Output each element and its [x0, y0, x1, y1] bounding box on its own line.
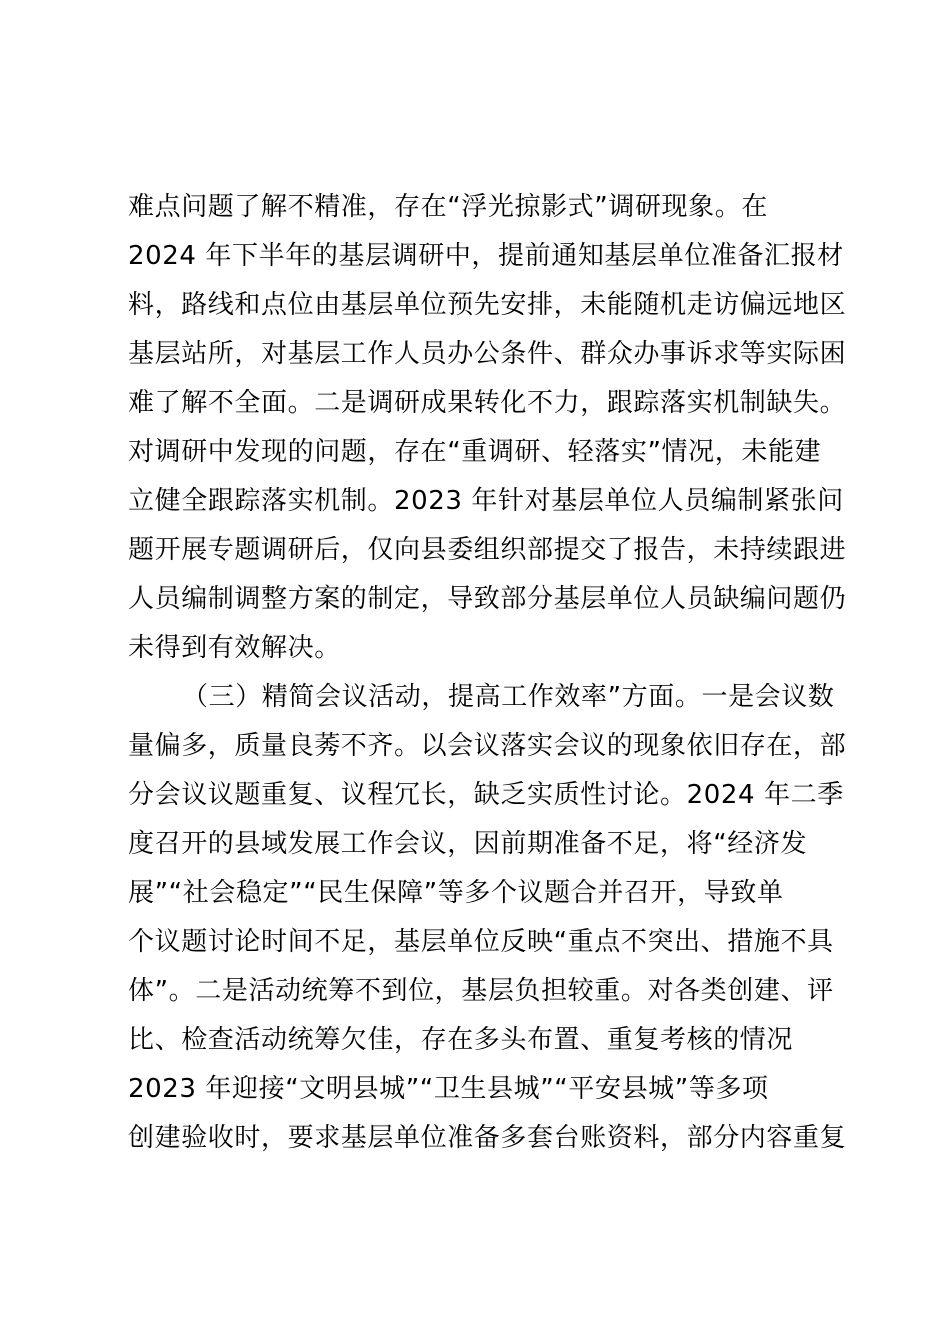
text-line: 分会议议题重复、议程冗长，缺乏实质性讨论。2024 年二季: [128, 780, 844, 810]
text-line: 量偏多，质量良莠不齐。以会议落实会议的现象依旧存在，部: [128, 731, 847, 761]
text-line: 人员编制调整方案的制定，导致部分基层单位人员缺编问题仍: [128, 584, 847, 614]
text-line: 个议题讨论时间不足，基层单位反映“重点不突出、措施不具: [128, 927, 834, 957]
text-line: 创建验收时，要求基层单位准备多套台账资料，部分内容重复: [128, 1123, 847, 1153]
text-line: 未得到有效解决。: [128, 633, 341, 663]
text-line: 立健全跟踪落实机制。2023 年针对基层单位人员编制紧张问: [128, 486, 844, 516]
text-line: 难了解不全面。二是调研成果转化不力，跟踪落实机制缺失。: [128, 388, 847, 418]
text-line: 2023 年迎接“文明县城”“卫生县城”“平安县城”等多项: [128, 1074, 769, 1104]
text-line: 展”“社会稳定”“民生保障”等多个议题合并召开，导致单: [128, 878, 784, 908]
text-line: 度召开的县域发展工作会议，因前期准备不足，将“经济发: [128, 829, 808, 859]
text-line: 对调研中发现的问题，存在“重调研、轻落实”情况，未能建: [128, 437, 822, 467]
text-line: 体”。二是活动统筹不到位，基层负担较重。对各类创建、评: [128, 976, 834, 1006]
text-line: 比、检查活动统筹欠佳，存在多头布置、重复考核的情况: [128, 1025, 794, 1055]
text-line: 料，路线和点位由基层单位预先安排，未能随机走访偏远地区: [128, 290, 847, 320]
text-line: 题开展专题调研后，仅向县委组织部提交了报告，未持续跟进: [128, 535, 847, 565]
body-text: [128, 183, 847, 1163]
section-heading-line: （三）精简会议活动，提高工作效率”方面。一是会议数: [182, 682, 835, 712]
text-line: 2024 年下半年的基层调研中，提前通知基层单位准备汇报材: [128, 241, 844, 271]
text-line: 基层站所，对基层工作人员办公条件、群众办事诉求等实际困: [128, 339, 847, 369]
text-line: 难点问题了解不精准，存在“浮光掠影式”调研现象。在: [128, 192, 768, 222]
